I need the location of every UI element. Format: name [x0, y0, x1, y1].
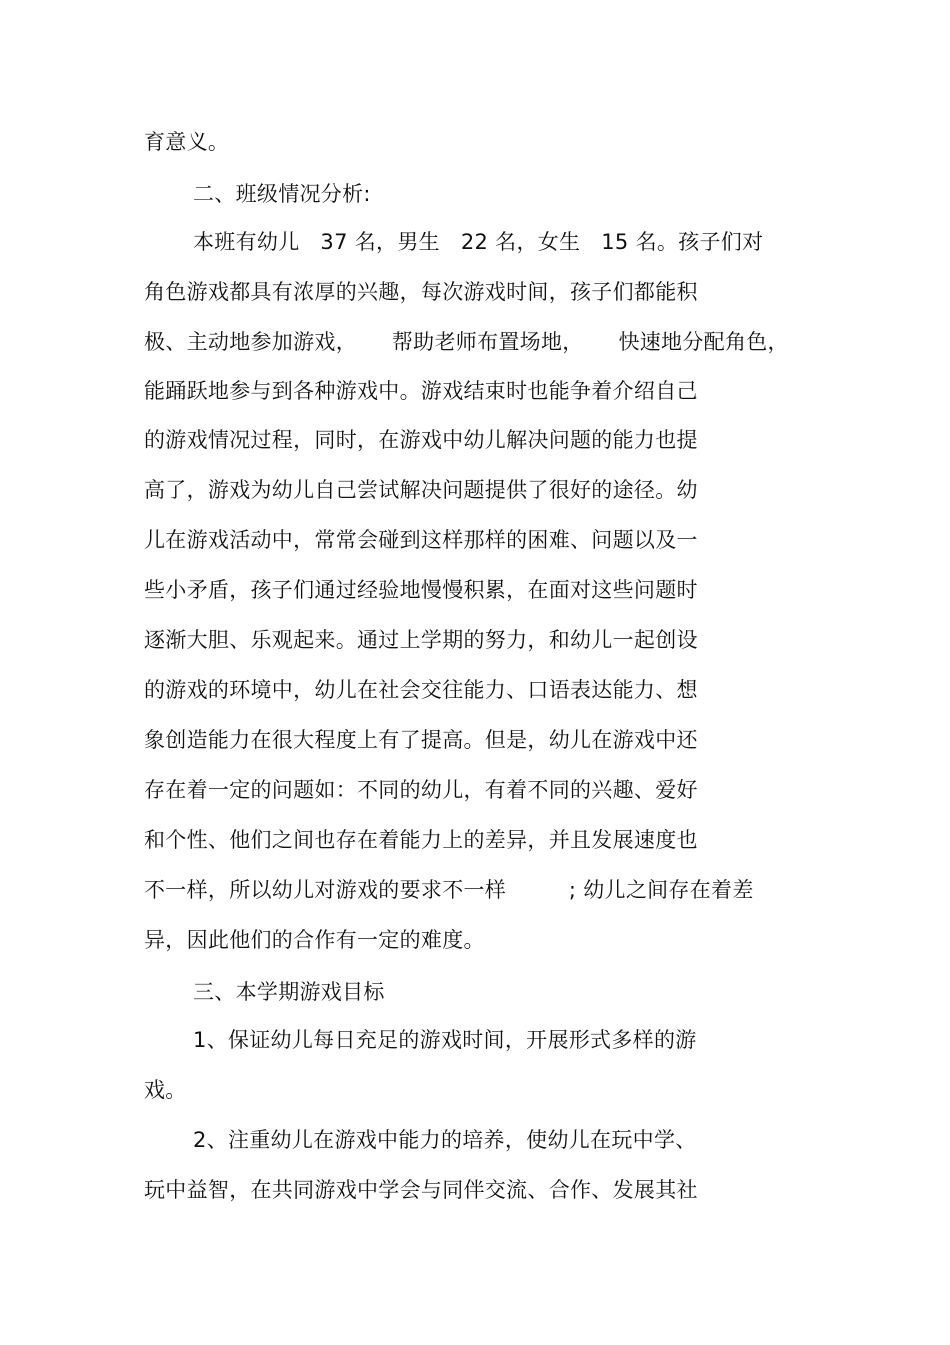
text-line: 些小矛盾，孩子们通过经验地慢慢积累，在面对这些问题时	[144, 578, 698, 602]
text-line: 的游戏情况过程，同时，在游戏中幼儿解决问题的能力也提	[144, 428, 698, 452]
text-line: 戏。	[144, 1078, 187, 1102]
text-line: 象创造能力在很大程度上有了提高。但是，幼儿在游戏中还	[144, 728, 698, 752]
section-heading: 三、本学期游戏目标	[193, 980, 385, 1004]
text-line: 角色游戏都具有浓厚的兴趣，每次游戏时间，孩子们都能积	[144, 280, 698, 304]
text-line: 极、主动地参加游戏， 帮助老师布置场地， 快速地分配角色，	[144, 330, 789, 354]
text-line: 存在着一定的问题如：不同的幼儿，有着不同的兴趣、爱好	[144, 778, 698, 802]
text-line: 的游戏的环境中，幼儿在社会交往能力、口语表达能力、想	[144, 678, 698, 702]
section-heading: 二、班级情况分析:	[193, 182, 371, 206]
list-item: 1、保证幼儿每日充足的游戏时间，开展形式多样的游	[193, 1028, 697, 1052]
text-line: 能踊跃地参与到各种游戏中。游戏结束时也能争着介绍自己	[144, 379, 698, 403]
text-line: 不一样，所以幼儿对游戏的要求不一样 ; 幼儿之间存在着差	[144, 878, 754, 902]
text-line: 育意义。	[144, 130, 230, 154]
text-line: 异，因此他们的合作有一定的难度。	[144, 928, 485, 952]
text-line: 高了，游戏为幼儿自己尝试解决问题提供了很好的途径。幼	[144, 478, 698, 502]
text-line: 逐渐大胆、乐观起来。通过上学期的努力，和幼儿一起创设	[144, 628, 698, 652]
text-line: 儿在游戏活动中，常常会碰到这样那样的困难、问题以及一	[144, 528, 698, 552]
text-line: 和个性、他们之间也存在着能力上的差异，并且发展速度也	[144, 828, 698, 852]
list-item: 2、注重幼儿在游戏中能力的培养，使幼儿在玩中学、	[193, 1128, 697, 1152]
text-line: 本班有幼儿 37 名，男生 22 名，女生 15 名。孩子们对	[193, 230, 764, 254]
text-line: 玩中益智，在共同游戏中学会与同伴交流、合作、发展其社	[144, 1178, 698, 1202]
